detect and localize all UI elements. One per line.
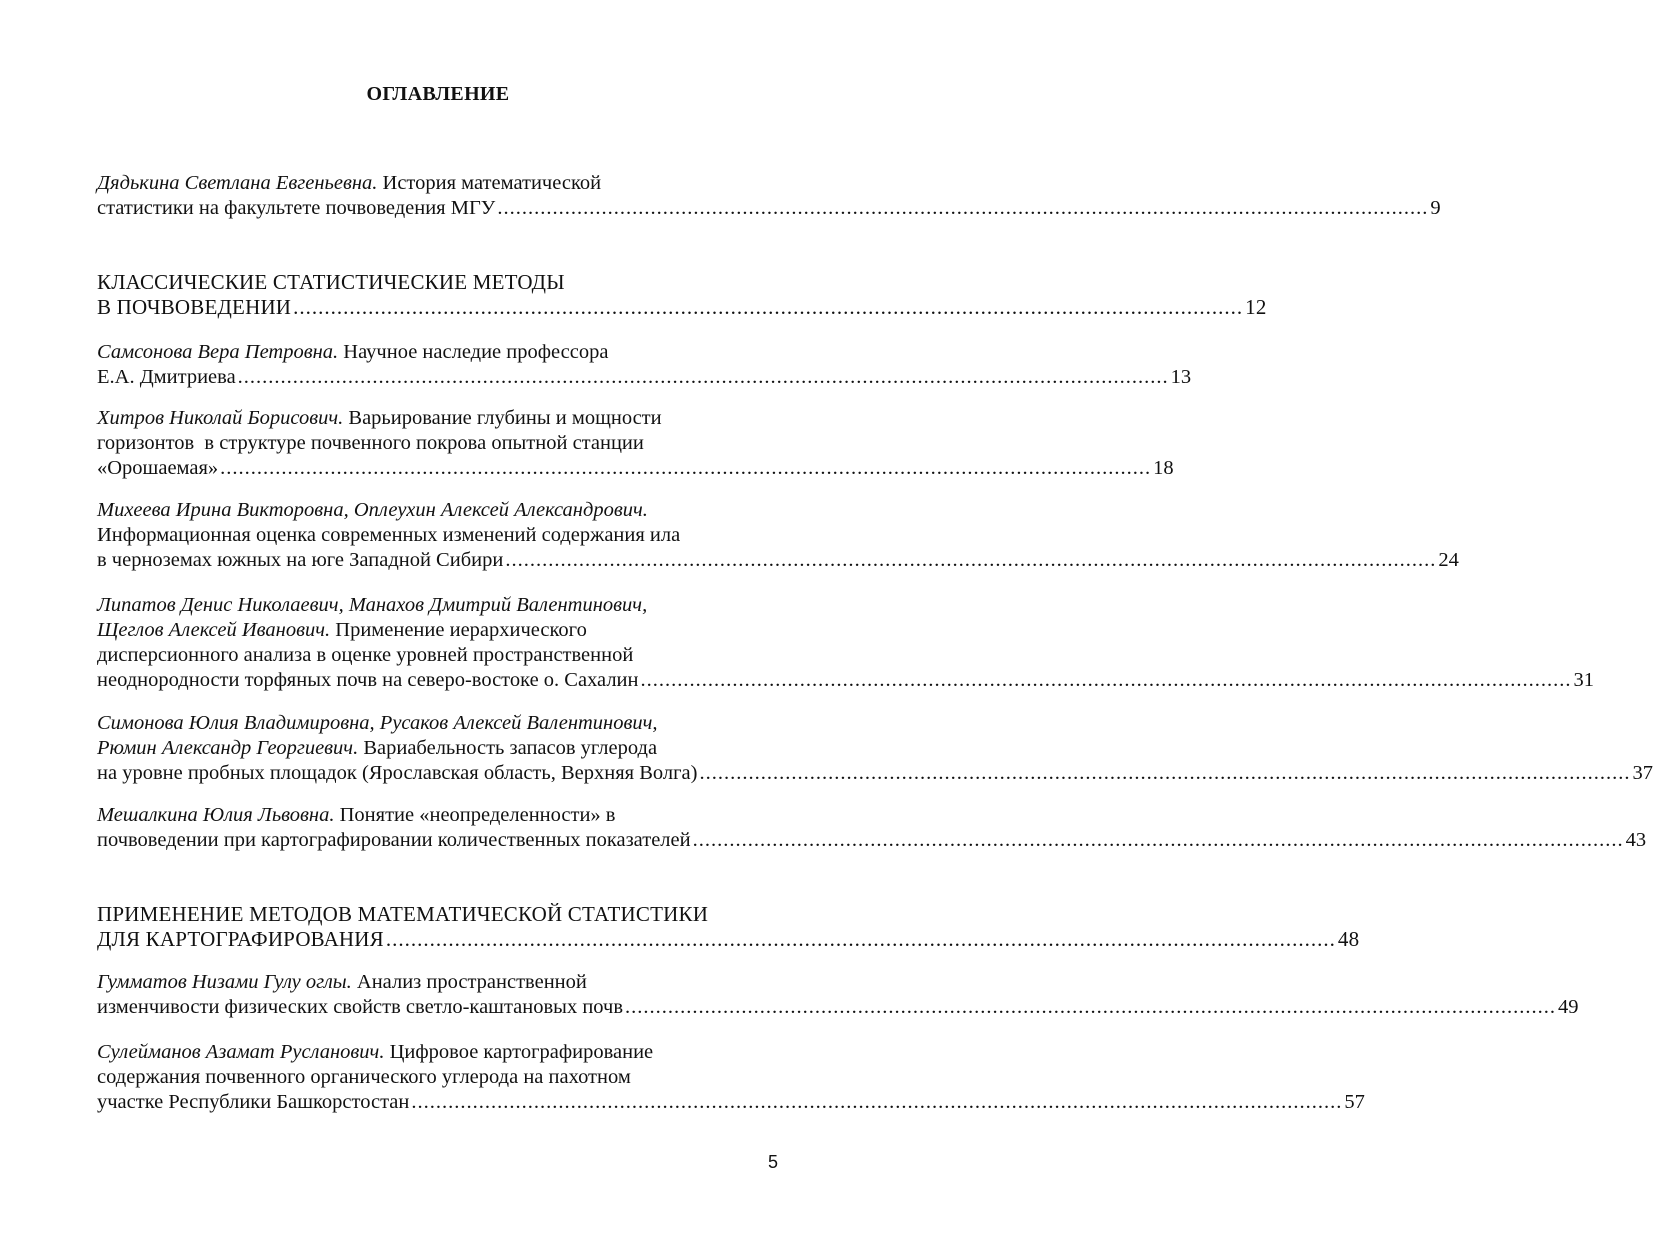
entry-title: неоднородности торфяных почв на северо-востоке о. Сахалин: [97, 669, 639, 691]
section-title: ДЛЯ КАРТОГРАФИРОВАНИЯ: [97, 927, 384, 951]
entry-authors: Сулейманов Азамат Русланович.: [97, 1041, 385, 1063]
entry-page-number: 43: [1625, 829, 1647, 851]
dot-leader: ........................................................................................................................................................: [237, 366, 1169, 388]
entry-title: Применение иерархического: [330, 619, 587, 641]
dot-leader: ........................................................................................................................................................: [692, 829, 1624, 851]
entry-page-number: 9: [1430, 197, 1441, 219]
entry-title: Научное наследие профессора: [338, 341, 609, 363]
dot-leader: ........................................................................................................................................................: [220, 457, 1152, 479]
dot-leader: ........................................................................................................................................................: [497, 197, 1429, 219]
toc-entry[interactable]: [97, 1040, 1365, 1115]
entry-page-number: 57: [1344, 1091, 1365, 1113]
entry-title: изменчивости физических свойств светло-каштановых почв: [97, 996, 624, 1018]
dot-leader: ........................................................................................................................................................: [640, 669, 1572, 691]
dot-leader: ........................................................................................................................................................: [293, 295, 1244, 319]
entry-title: почвоведении при картографировании количественных показателей: [97, 829, 691, 851]
section-page-number: 48: [1337, 927, 1360, 951]
entry-authors: Щеглов Алексей Иванович.: [97, 619, 331, 641]
entry-page-number: 24: [1438, 549, 1459, 571]
section-title: В ПОЧВОВЕДЕНИИ: [97, 295, 292, 319]
entry-page-number: 49: [1558, 996, 1579, 1018]
entry-authors: Рюмин Александр Георгиевич.: [97, 737, 359, 759]
entry-title: Варьирование глубины и мощности: [343, 407, 662, 429]
entry-authors: Симонова Юлия Владимировна, Русаков Алексей Валентинович,: [97, 712, 658, 734]
toc-entry[interactable]: [97, 498, 1459, 573]
toc-section[interactable]: [97, 902, 1360, 952]
entry-title: участке Республики Башкорстостан: [97, 1091, 410, 1113]
entry-title: «Орошаемая»: [97, 457, 219, 479]
toc-entry[interactable]: [97, 406, 1174, 481]
section-title: ПРИМЕНЕНИЕ МЕТОДОВ МАТЕМАТИЧЕСКОЙ СТАТИСТИКИ: [97, 902, 709, 926]
toc-entry[interactable]: [97, 970, 1579, 1020]
dot-leader: ........................................................................................................................................................: [699, 762, 1631, 784]
toc-entry[interactable]: [97, 711, 1653, 786]
dot-leader: ........................................................................................................................................................: [411, 1091, 1343, 1113]
entry-page-number: 37: [1632, 762, 1653, 784]
entry-page-number: 13: [1170, 366, 1192, 388]
entry-page-number: 18: [1153, 457, 1174, 479]
entry-authors: Дядькина Светлана Евгеньевна.: [97, 172, 378, 194]
entry-title: Цифровое картографирование: [384, 1041, 654, 1063]
entry-page-number: 31: [1573, 669, 1594, 691]
entry-title: Понятие «неопределенности» в: [334, 804, 616, 826]
toc-section[interactable]: [97, 270, 1267, 320]
entry-authors: Михеева Ирина Викторовна, Оплеухин Алексей Александрович.: [97, 499, 648, 521]
toc-entry[interactable]: [97, 171, 1441, 221]
dot-leader: ........................................................................................................................................................: [625, 996, 1557, 1018]
entry-title: Е.А. Дмитриева: [97, 366, 236, 388]
page-number: 5: [768, 1152, 779, 1172]
entry-authors: Хитров Николай Борисович.: [97, 407, 344, 429]
section-title: КЛАССИЧЕСКИЕ СТАТИСТИЧЕСКИЕ МЕТОДЫ: [97, 270, 565, 294]
entry-authors: Гумматов Низами Гулу оглы.: [97, 971, 352, 993]
entry-title: на уровне пробных площадок (Ярославская область, Верхняя Волга): [97, 762, 698, 784]
entry-title: горизонтов в структуре почвенного покрова опытной станции: [97, 432, 644, 454]
section-page-number: 12: [1245, 295, 1267, 319]
entry-title: содержания почвенного органического углерода на пахотном: [97, 1066, 631, 1088]
entry-title: История математической: [377, 172, 602, 194]
toc-entry[interactable]: [97, 593, 1594, 693]
entry-title: Информационная оценка современных изменений содержания ила: [97, 524, 681, 546]
entry-title: Анализ пространственной: [351, 971, 587, 993]
dot-leader: ........................................................................................................................................................: [385, 927, 1336, 951]
page-title: ОГЛАВЛЕНИЕ: [366, 83, 510, 105]
entry-title: дисперсионного анализа в оценке уровней пространственной: [97, 644, 634, 666]
entry-authors: Липатов Денис Николаевич, Манахов Дмитрий Валентинович,: [97, 594, 648, 616]
entry-title: в черноземах южных на юге Западной Сибири: [97, 549, 504, 571]
dot-leader: ........................................................................................................................................................: [505, 549, 1437, 571]
entry-title: Вариабельность запасов углерода: [358, 737, 658, 759]
entry-authors: Мешалкина Юлия Львовна.: [97, 804, 335, 826]
toc-entry[interactable]: [97, 340, 1192, 390]
entry-title: статистики на факультете почвоведения МГУ: [97, 197, 496, 219]
entry-authors: Самсонова Вера Петровна.: [97, 341, 339, 363]
toc-entry[interactable]: [97, 803, 1647, 853]
